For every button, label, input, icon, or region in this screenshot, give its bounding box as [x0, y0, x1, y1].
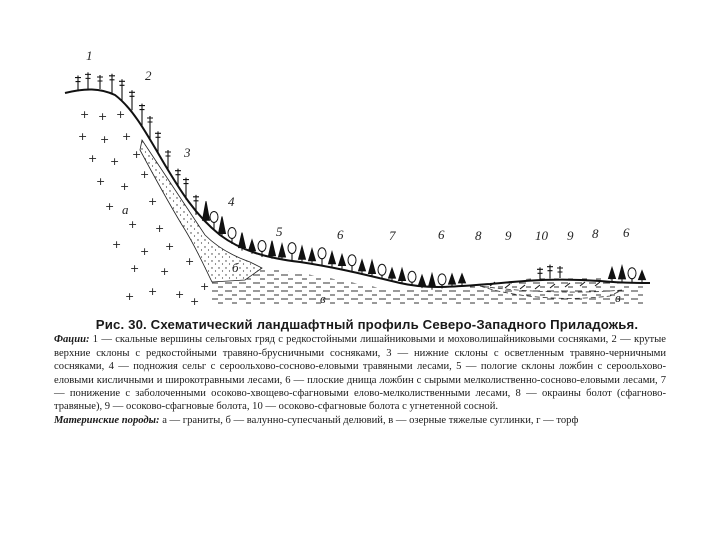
granite-plus-mark: + — [160, 265, 170, 278]
pine-tree-symbol — [85, 72, 91, 90]
zone-label: 3 — [184, 145, 191, 160]
granite-plus-mark: + — [105, 200, 115, 213]
rock-label-clay: в — [615, 290, 621, 305]
deciduous-tree-symbol — [288, 243, 296, 262]
spruce-tree-symbol — [359, 260, 366, 274]
deciduous-tree-symbol — [628, 268, 636, 283]
zone-label: 6 — [337, 227, 344, 242]
spruce-tree-symbol — [369, 260, 376, 276]
pine-tree-symbol — [97, 75, 103, 89]
figure-caption — [54, 318, 666, 427]
spruce-tree-symbol — [299, 246, 306, 262]
deciduous-tree-symbol — [348, 255, 356, 272]
deciduous-tree-symbol — [378, 264, 386, 279]
granite-plus-mark: + — [190, 295, 200, 308]
zone-label: 7 — [389, 228, 396, 243]
zone-label: 4 — [228, 194, 235, 209]
rock-label-clay: в — [320, 291, 326, 306]
granite-plus-mark: + — [140, 168, 150, 181]
pine-tree-symbol — [547, 265, 553, 279]
granite-plus-mark: + — [78, 130, 88, 143]
zone-label: 6 — [438, 227, 445, 242]
zone-label: 6 — [623, 225, 630, 240]
deciduous-tree-symbol — [318, 248, 326, 265]
granite-plus-mark: + — [120, 180, 130, 193]
pine-tree-symbol — [557, 266, 563, 278]
granite-plus-mark: + — [132, 148, 142, 161]
spruce-tree-symbol — [269, 241, 276, 259]
spruce-tree-symbol — [619, 266, 626, 282]
spruce-tree-symbol — [389, 268, 396, 281]
granite-plus-mark: + — [148, 195, 158, 208]
ground-surface-line — [65, 89, 650, 286]
granite-plus-mark: + — [116, 108, 126, 121]
rocks-lead: Материнские породы: — [54, 414, 160, 426]
granite-plus-mark: + — [185, 255, 195, 268]
spruce-tree-symbol — [239, 233, 246, 251]
granite-plus-mark: + — [128, 218, 138, 231]
spruce-tree-symbol — [219, 217, 226, 237]
spruce-tree-symbol — [339, 255, 346, 269]
caption-rocks — [54, 414, 666, 427]
granite-plus-mark: + — [130, 262, 140, 275]
granite-plus-mark: + — [88, 152, 98, 165]
granite-plus-mark: + — [122, 130, 132, 143]
spruce-tree-symbol — [329, 252, 336, 267]
deciduous-tree-symbol — [408, 271, 416, 286]
rock-label-granite: а — [122, 202, 129, 217]
granite-plus-mark: + — [148, 285, 158, 298]
zone-labels — [86, 48, 630, 243]
pine-tree-symbol — [193, 195, 199, 215]
zone-label: 2 — [145, 68, 152, 83]
granite-plus-mark: + — [155, 222, 165, 235]
granite-plus-mark: + — [140, 245, 150, 258]
granite-bedrock — [78, 108, 209, 308]
granite-plus-mark: + — [98, 110, 108, 123]
spruce-tree-symbol — [203, 201, 210, 223]
granite-plus-mark: + — [96, 175, 106, 188]
pine-tree-symbol — [129, 90, 135, 110]
zone-label: 5 — [276, 224, 283, 239]
facies-lead: Фации: — [54, 334, 90, 346]
spruce-tree-symbol — [459, 274, 466, 286]
spruce-tree-symbol — [309, 249, 316, 264]
granite-plus-mark: + — [110, 155, 120, 168]
zone-label: 1 — [86, 48, 93, 63]
zone-label: 8 — [592, 226, 599, 241]
granite-plus-mark: + — [112, 238, 122, 251]
rocks-text: а — граниты, б — валунно-супесчаный делювий, в — озерные тяжелые суглинки, г — торф — [162, 414, 579, 426]
spruce-tree-symbol — [279, 244, 286, 260]
spruce-tree-symbol — [449, 274, 456, 287]
pine-tree-symbol — [109, 74, 115, 94]
zone-label: 9 — [567, 228, 574, 243]
caption-facies — [54, 333, 666, 413]
granite-plus-mark: + — [200, 280, 210, 293]
pine-tree-symbol — [537, 267, 543, 279]
spruce-tree-symbol — [399, 268, 406, 283]
zone-label: 8 — [475, 228, 482, 243]
granite-plus-mark: + — [100, 133, 110, 146]
rock-label-deluvium: б — [232, 260, 239, 275]
caption-title: Рис. 30. Схематический ландшафтный профиль Северо-Западного Приладожья. — [95, 317, 639, 332]
zone-label: 9 — [505, 228, 512, 243]
deluvium-layer — [140, 140, 262, 282]
granite-plus-mark: + — [165, 240, 175, 253]
zone-label: 10 — [535, 228, 548, 243]
facies-text: 1 — скальные вершины сельговых гряд с редкостойными лишайниковыми и моховолишайниковыми сосняками, 2 — крутые верхние склоны с редкостойными травяно-брусничными сосняками, 3 — нижние склоны с осветленным травяно-черничными сосняками, 4 — подножия сельг с сероольхово-сосново-еловыми травяными лесами, 5 — пологие склоны ложбин с сероольхово-еловыми кисличными и широкотравными лесами, 6 — плоские днища ложбин с сырыми мелколиственно-сосново-еловыми лесами, 7 — понижение с заболоченными осоково-хвощево-сфагновыми елово-мелколиственными лесами, 8 — окраины болот (сфагново-травяные), 9 — осоково-сфагновые болота, 10 — осоково-сфагновые болота с угнетенной сосной. — [54, 334, 666, 413]
granite-plus-mark: + — [175, 288, 185, 301]
granite-plus-mark: + — [80, 108, 90, 121]
spruce-tree-symbol — [639, 271, 646, 283]
granite-plus-mark: + — [125, 290, 135, 303]
